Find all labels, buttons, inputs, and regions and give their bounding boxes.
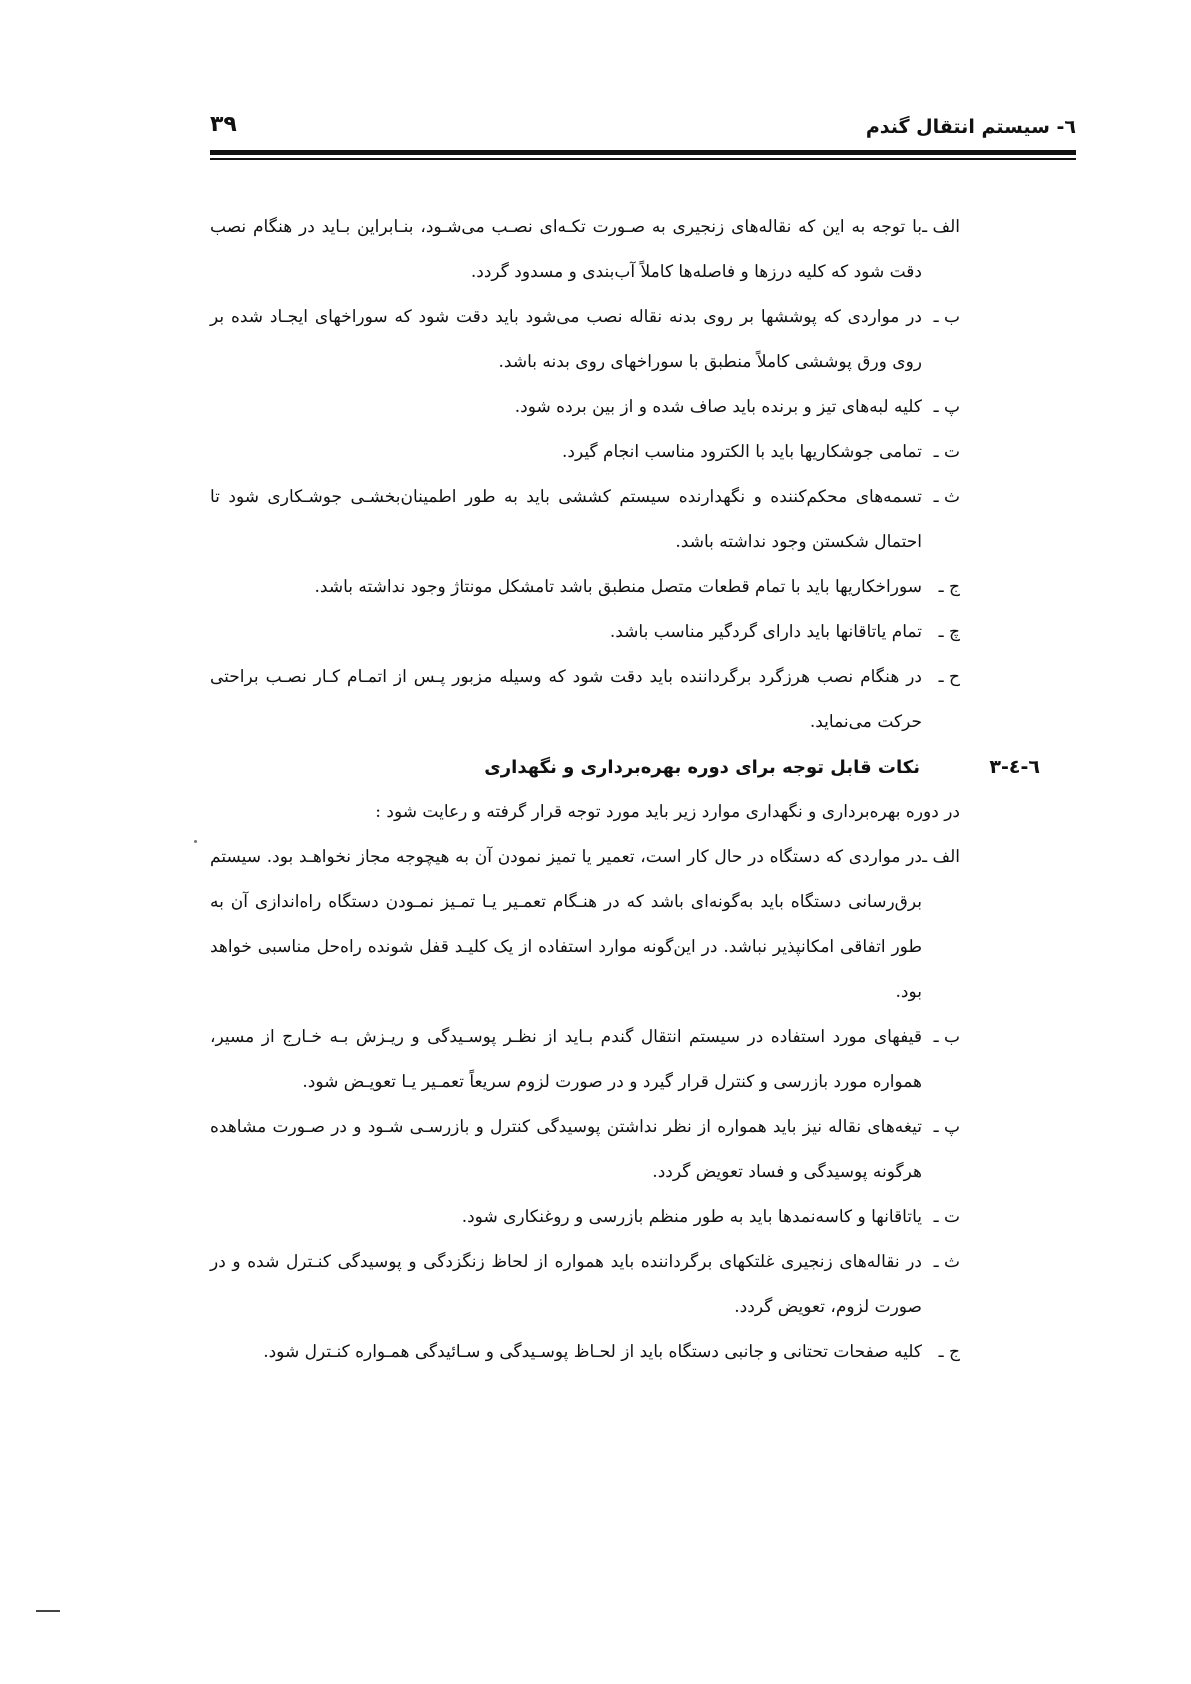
margin-mark bbox=[36, 1610, 60, 1612]
scan-speck bbox=[194, 840, 197, 843]
list-marker: ث ـ bbox=[933, 487, 960, 507]
list-item bbox=[210, 205, 960, 295]
list-item bbox=[210, 1105, 960, 1195]
list-item bbox=[210, 1240, 960, 1330]
header-rule-thick bbox=[210, 150, 1076, 155]
page-number: ۳۹ bbox=[210, 112, 237, 137]
list-item bbox=[210, 1195, 960, 1240]
list-marker: الف ـ bbox=[922, 217, 960, 237]
list-item bbox=[210, 475, 960, 565]
list-marker: ج ـ bbox=[938, 577, 960, 597]
list-item bbox=[210, 565, 960, 610]
list-item bbox=[210, 655, 960, 745]
chapter-title: ٦- سیستم انتقال گندم bbox=[865, 116, 1076, 138]
list-marker: ث ـ bbox=[933, 1252, 960, 1272]
list-marker: چ ـ bbox=[938, 622, 960, 642]
list-item bbox=[210, 385, 960, 430]
list-item-text: قیفهای مورد استفاده در سیستم انتقال گندم بـاید از نظـر پوسـیدگی و ریـزش بـه خـارج از مسیر، همواره مورد بازرسی و کنترل قرار گیرد و در صورت لزوم سریعاً تعمـیر یـا تعویـض شود. bbox=[210, 1027, 922, 1092]
list-item-text: تمام یاتاقانها باید دارای گردگیر مناسب باشد. bbox=[609, 622, 922, 642]
list-item bbox=[210, 610, 960, 655]
list-marker: ب ـ bbox=[933, 307, 960, 327]
header-rule-thin bbox=[210, 158, 1076, 160]
list-item bbox=[210, 430, 960, 475]
section-title: نکات قابل توجه برای دوره بهره‌برداری و نگهداری bbox=[484, 757, 920, 778]
section-number: ٦-٤-٣ bbox=[989, 756, 1040, 778]
list-item-text: با توجه به این که نقاله‌های زنجیری به صـورت تکـه‌ای نصـب می‌شـود، بنـابراین بـاید در هنگام نصب دقت شود که کلیه درزها و فاصله‌ها کاملاً آب‌بندی و مسدود گردد. bbox=[210, 217, 922, 282]
body-content bbox=[210, 205, 1040, 1375]
list-marker: پ ـ bbox=[933, 1117, 960, 1137]
list-item-text: تسمه‌های محکم‌کننده و نگهدارنده سیستم کششی باید به طور اطمینان‌بخشـی جوشـکاری شود تا احتمال شکستن وجود نداشته باشد. bbox=[210, 487, 922, 552]
list-item-text: کلیه لبه‌های تیز و برنده باید صاف شده و از بین برده شود. bbox=[514, 397, 922, 417]
list-item-text: در مواردی که دستگاه در حال کار است، تعمیر یا تمیز نمودن آن به هیچوجه مجاز نخواهـد بود. سیستم برق‌رسانی دستگاه باید به‌گونه‌ای باشد که در هنـگام تعمـیر یـا تمـیز نمـودن دستگاه راه‌اندازی آن به طور اتفاقی امکانپذیر نباشد. در این‌گونه موارد استفاده از یک کلیـد قفل شونده راه‌حل مناسبی خواهد بود. bbox=[210, 847, 922, 1002]
list-marker: پ ـ bbox=[933, 397, 960, 417]
list-item bbox=[210, 1330, 960, 1375]
list-item bbox=[210, 295, 960, 385]
list-item-text: تیغه‌های نقاله نیز باید همواره از نظر نداشتن پوسیدگی کنترل و بازرسـی شـود و در صـورت مشاهده هرگونه پوسیدگی و فساد تعویض گردد. bbox=[210, 1117, 922, 1182]
list-marker: ح ـ bbox=[938, 667, 960, 687]
list-item bbox=[210, 835, 960, 1015]
list-item-text: در نقاله‌های زنجیری غلتکهای برگرداننده باید همواره از لحاظ زنگزدگی و پوسیدگی کنـترل شده و در صورت لزوم، تعویض گردد. bbox=[210, 1252, 922, 1317]
list-item-text: تمامی جوشکاریها باید با الکترود مناسب انجام گیرد. bbox=[561, 442, 922, 462]
list-marker: الف ـ bbox=[922, 847, 960, 867]
list-item-text: در هنگام نصب هرزگرد برگرداننده باید دقت شود که وسیله مزبور پـس از اتمـام کـار نصـب براحتی حرکت می‌نماید. bbox=[210, 667, 922, 732]
list-marker: ت ـ bbox=[933, 442, 960, 462]
list-item-text: یاتاقانها و کاسه‌نمدها باید به طور منظم بازرسی و روغنکاری شود. bbox=[461, 1207, 922, 1227]
list-marker: ت ـ bbox=[933, 1207, 960, 1227]
section-intro: در دوره بهره‌برداری و نگهداری موارد زیر باید مورد توجه قرار گرفته و رعایت شود : bbox=[375, 802, 960, 822]
list-marker: ج ـ bbox=[938, 1342, 960, 1362]
list-item-text: در مواردی که پوششها بر روی بدنه نقاله نصب می‌شود باید دقت شود که سوراخهای ایجـاد شده بر روی ورق پوششی کاملاً منطبق با سوراخهای روی بدنه باشد. bbox=[210, 307, 922, 372]
list-item bbox=[210, 1015, 960, 1105]
section-heading bbox=[210, 745, 1040, 790]
list-item-text: کلیه صفحات تحتانی و جانبی دستگاه باید از لحـاظ پوسـیدگی و سـائیدگی همـواره کنـترل شود. bbox=[263, 1342, 922, 1362]
running-header bbox=[210, 108, 1076, 148]
list-marker: ب ـ bbox=[933, 1027, 960, 1047]
list-item-text: سوراخکاریها باید با تمام قطعات متصل منطبق باشد تامشکل مونتاژ وجود نداشته باشد. bbox=[314, 577, 922, 597]
